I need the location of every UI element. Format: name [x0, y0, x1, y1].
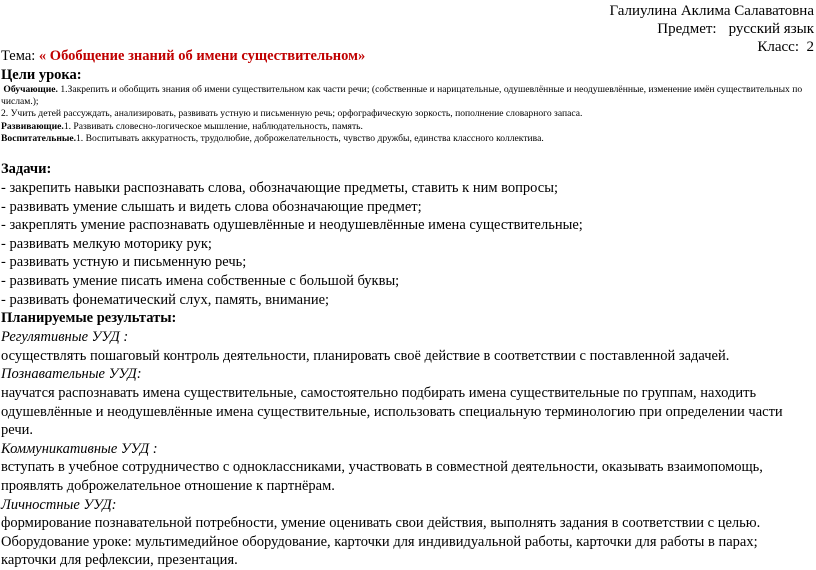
teaching-label: Обучающие.: [3, 84, 58, 95]
grade-line: [757, 37, 814, 57]
subject-label: Предмет:: [657, 21, 717, 37]
topic-label: Тема:: [1, 48, 36, 64]
grade-value: 2: [806, 39, 814, 55]
communicative-label: Коммуникативные УУД :: [1, 440, 158, 457]
educational-text: 1. Воспитывать аккуратность, трудолюбие, доброжелательность, чувство дружбы, единства классного коллектива.: [76, 132, 544, 144]
task-item: - закреплять умение распознавать одушевлённые и неодушевлённые имена существительные;: [1, 217, 583, 234]
goal-educational: [1, 133, 806, 145]
subject-line: [657, 19, 814, 39]
topic-line: [1, 46, 365, 66]
task-item: - развивать умение слышать и видеть слова обозначающие предмет;: [1, 198, 422, 215]
goal-teaching-1: [1, 84, 806, 108]
task-item: - развивать устную и письменную речь;: [1, 254, 247, 271]
topic-value: « Обобщение знаний об имени существительном»: [38, 48, 366, 64]
regulatory-text: осуществлять пошаговый контроль деятельности, планировать своё действие в соответствии с поставленной задачей.: [1, 347, 730, 364]
goal-teaching-2: 2. Учить детей рассуждать, анализировать, развивать устную и письменную речь; орфографическую зоркость, пополнение словарного запаса.: [1, 108, 583, 120]
results-heading: Планируемые результаты:: [1, 310, 177, 327]
task-item: - развивать мелкую моторику рук;: [1, 235, 212, 252]
teacher-name: Галиулина Аклима Салаватовна: [609, 3, 814, 19]
grade-label: Класс:: [757, 39, 799, 55]
task-item: - закрепить навыки распознавать слова, обозначающие предметы, ставить к ним вопросы;: [1, 180, 558, 196]
cognitive-label: Познавательные УУД:: [1, 366, 142, 383]
main-body: [1, 160, 813, 570]
tasks-heading: Задачи:: [1, 161, 52, 177]
subject-value: русский язык: [728, 21, 814, 37]
task-item: - развивать фонематический слух, память, внимание;: [1, 291, 330, 308]
cognitive-text: научатся распознавать имена существительные, самостоятельно подбирать имена существительные по группам, находить одушевлённые и неодушевлённые имена существительные, использовать специальную терминологию при определении части речи.: [1, 384, 783, 439]
personal-label: Личностные УУД:: [1, 496, 117, 513]
communicative-text: вступать в учебное сотрудничество с одноклассниками, участвовать в совместной деятельности, оказывать взаимопомощь, проявлять доброжелательное отношение к партнёрам.: [1, 459, 763, 494]
educational-label: Воспитательные.: [1, 132, 76, 144]
personal-text: формирование познавательной потребности, умение оценивать свои действия, выполнять задания в соответствии с целью.: [1, 515, 761, 532]
regulatory-label: Регулятивные УУД :: [1, 329, 129, 346]
developing-label: Развивающие.: [1, 120, 64, 132]
goals-block: [1, 84, 806, 145]
task-item: - развивать умение писать имена собственные с большой буквы;: [1, 272, 400, 289]
goals-heading: Цели урока:: [1, 67, 82, 83]
teaching-text-1: 1.Закрепить и обобщить знания об имени существительном как части речи; (собственные и нарицательные, одушевлённые и неодушевлённые, изменение имён существительных по числам.);: [1, 84, 803, 108]
equipment-text: Оборудование уроке: мультимедийное оборудование, карточки для индивидуальной работы, карточки для работы в парах; карточки для рефлексии, презентация.: [1, 533, 758, 569]
developing-text: 1. Развивать словесно-логическое мышление, наблюдательность, память.: [63, 120, 363, 132]
goal-developing: [1, 121, 806, 133]
